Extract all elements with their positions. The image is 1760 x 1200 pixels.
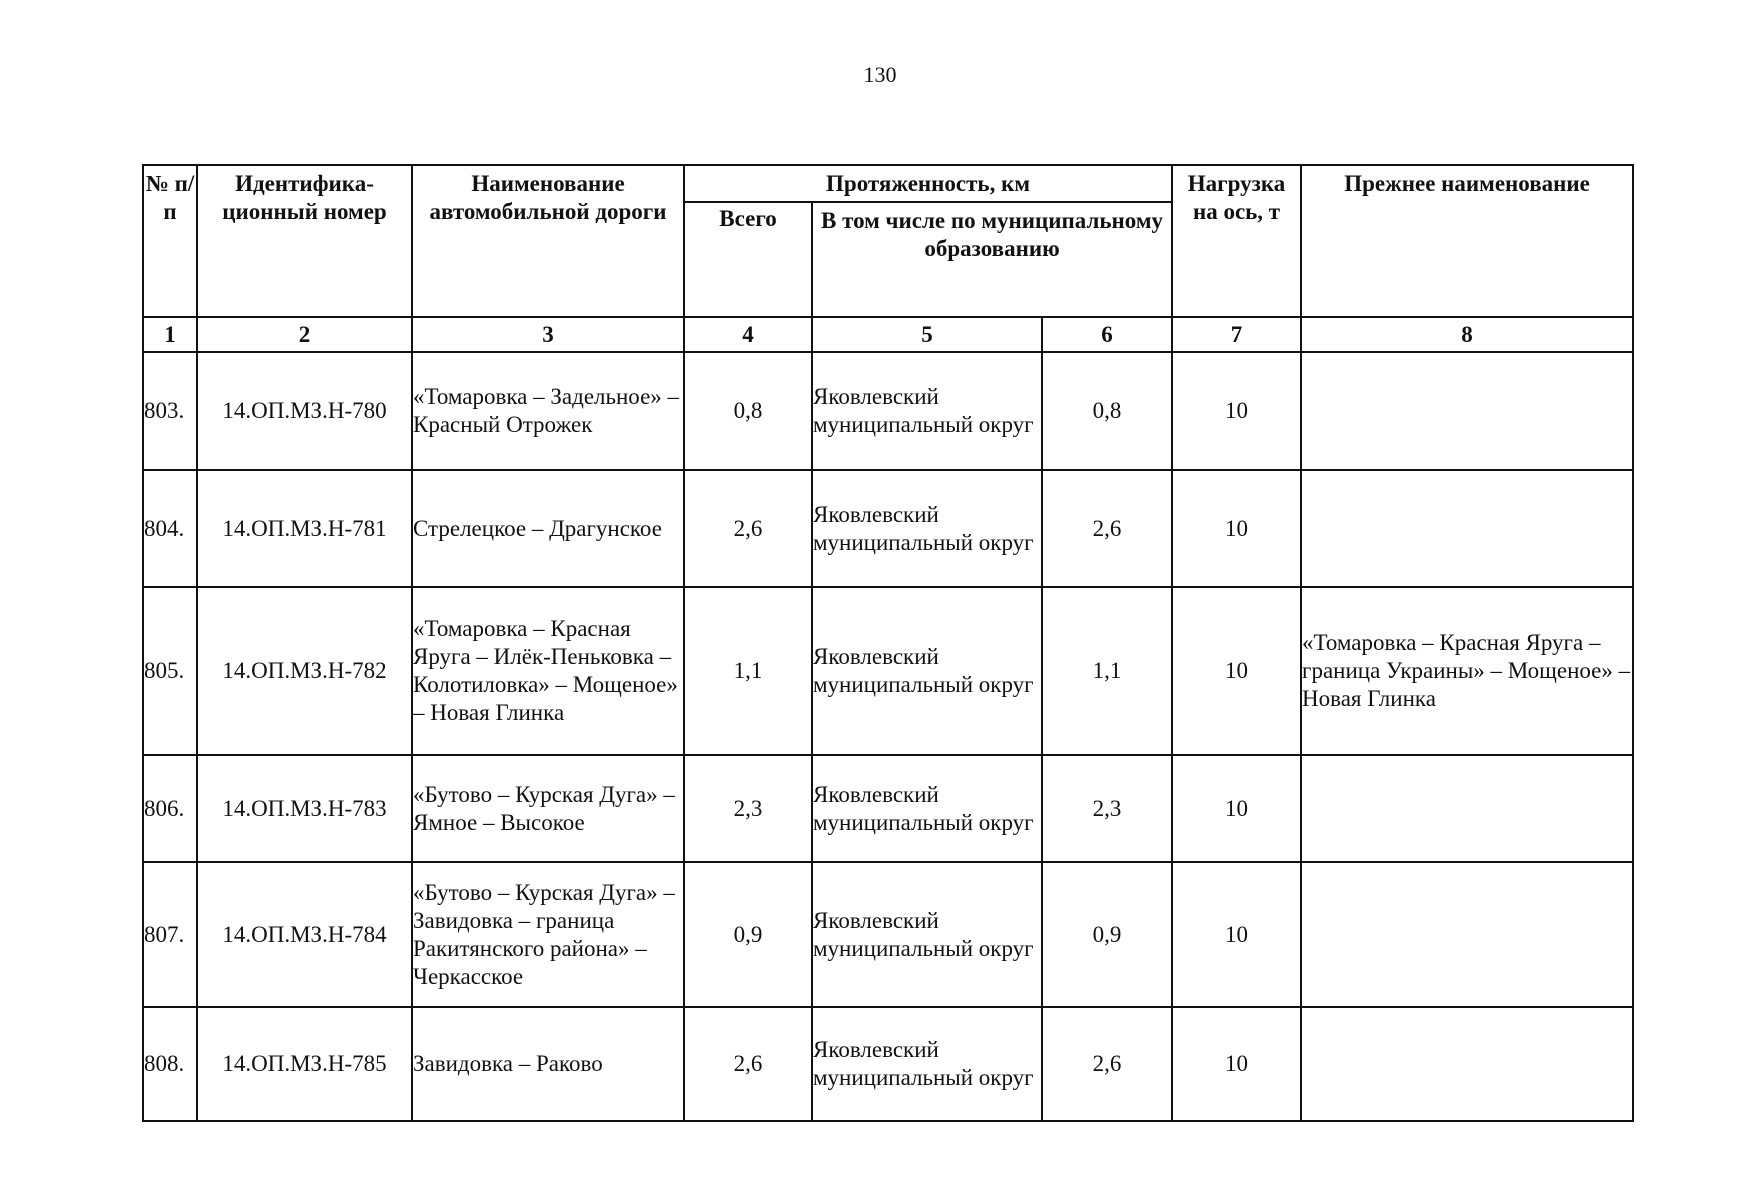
municipal-length: 0,9 [1042, 862, 1172, 1007]
municipal-length: 2,3 [1042, 755, 1172, 862]
road-name: Стрелецкое – Драгунское [412, 470, 684, 587]
municipal-length: 1,1 [1042, 587, 1172, 755]
total-length: 0,8 [684, 352, 812, 470]
municipal-length: 2,6 [1042, 1007, 1172, 1121]
row-number: 807. [143, 862, 197, 1007]
former-name: «Томаровка – Красная Яруга – граница Украины» – Мощеное» – Новая Глинка [1301, 587, 1633, 755]
municipality: Яковлевский муниципальный округ [812, 470, 1042, 587]
table-row [143, 1007, 1633, 1121]
municipality: Яковлевский муниципальный округ [812, 1007, 1042, 1121]
header-axle-load: Нагрузка на ось, т [1172, 165, 1301, 317]
road-name: Завидовка – Раково [412, 1007, 684, 1121]
road-name: «Бутово – Курская Дуга» – Ямное – Высокое [412, 755, 684, 862]
road-id: 14.ОП.МЗ.Н-781 [197, 470, 412, 587]
road-name: «Томаровка – Задельное» – Красный Отрожек [412, 352, 684, 470]
header-former-name: Прежнее наименование [1301, 165, 1633, 317]
table-row [143, 352, 1633, 470]
municipality: Яковлевский муниципальный округ [812, 587, 1042, 755]
row-number: 806. [143, 755, 197, 862]
road-id: 14.ОП.МЗ.Н-785 [197, 1007, 412, 1121]
road-id: 14.ОП.МЗ.Н-782 [197, 587, 412, 755]
total-length: 2,3 [684, 755, 812, 862]
column-number: 1 [143, 317, 197, 352]
road-id: 14.ОП.МЗ.Н-784 [197, 862, 412, 1007]
former-name [1301, 470, 1633, 587]
column-number-row [143, 317, 1633, 352]
header-id: Идентифика-ционный номер [197, 165, 412, 317]
column-number: 8 [1301, 317, 1633, 352]
total-length: 0,9 [684, 862, 812, 1007]
header-length: Протяженность, км [684, 165, 1172, 202]
column-number: 2 [197, 317, 412, 352]
header-municipal: В том числе по муниципальному образованию [812, 202, 1172, 317]
column-number: 4 [684, 317, 812, 352]
total-length: 2,6 [684, 470, 812, 587]
table-row [143, 470, 1633, 587]
row-number: 804. [143, 470, 197, 587]
road-name: «Бутово – Курская Дуга» – Завидовка – граница Ракитянского района» – Черкасское [412, 862, 684, 1007]
former-name [1301, 755, 1633, 862]
header-row [143, 165, 1633, 202]
axle-load: 10 [1172, 755, 1301, 862]
table-row [143, 755, 1633, 862]
municipality: Яковлевский муниципальный округ [812, 352, 1042, 470]
axle-load: 10 [1172, 862, 1301, 1007]
axle-load: 10 [1172, 470, 1301, 587]
municipality: Яковлевский муниципальный округ [812, 755, 1042, 862]
municipality: Яковлевский муниципальный округ [812, 862, 1042, 1007]
column-number: 6 [1042, 317, 1172, 352]
roads-table [142, 164, 1634, 1122]
total-length: 1,1 [684, 587, 812, 755]
road-id: 14.ОП.МЗ.Н-783 [197, 755, 412, 862]
road-name: «Томаровка – Красная Яруга – Илёк-Пеньковка – Колотиловка» – Мощеное» – Новая Глинка [412, 587, 684, 755]
page-number: 130 [863, 62, 897, 87]
municipal-length: 2,6 [1042, 470, 1172, 587]
column-number: 5 [812, 317, 1042, 352]
former-name [1301, 352, 1633, 470]
column-number: 7 [1172, 317, 1301, 352]
header-total: Всего [684, 202, 812, 317]
road-id: 14.ОП.МЗ.Н-780 [197, 352, 412, 470]
axle-load: 10 [1172, 587, 1301, 755]
axle-load: 10 [1172, 1007, 1301, 1121]
table-row [143, 862, 1633, 1007]
axle-load: 10 [1172, 352, 1301, 470]
total-length: 2,6 [684, 1007, 812, 1121]
municipal-length: 0,8 [1042, 352, 1172, 470]
row-number: 808. [143, 1007, 197, 1121]
row-number: 803. [143, 352, 197, 470]
header-road-name: Наименование автомобильной дороги [412, 165, 684, 317]
former-name [1301, 1007, 1633, 1121]
header-num: № п/п [143, 165, 197, 317]
row-number: 805. [143, 587, 197, 755]
table-row [143, 587, 1633, 755]
former-name [1301, 862, 1633, 1007]
column-number: 3 [412, 317, 684, 352]
